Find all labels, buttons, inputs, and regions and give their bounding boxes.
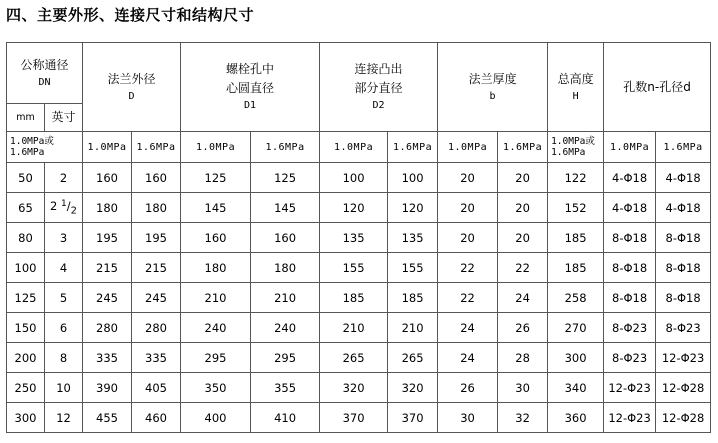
header-flange-od	[83, 43, 181, 132]
cell-inch: 3	[45, 223, 83, 253]
pressure-d1-16: 1.6MPa	[251, 132, 320, 163]
cell-d1-10: 180	[181, 253, 251, 283]
cell-dn: 125	[7, 283, 45, 313]
header-bolt-circle-line1: 螺栓孔中	[226, 62, 275, 76]
inch-numerator: 1	[61, 198, 67, 209]
table-row	[7, 313, 711, 343]
cell-d1-16: 295	[251, 343, 320, 373]
cell-inch: 12	[45, 403, 83, 433]
header-flange-thickness-sym: b	[489, 90, 496, 102]
header-raised-face-line1: 连接凸出	[354, 62, 403, 76]
cell-h: 340	[548, 373, 604, 403]
cell-b-16: 30	[498, 373, 548, 403]
cell-nd-10: 4-Φ18	[604, 163, 656, 193]
cell-d1-16: 210	[251, 283, 320, 313]
cell-h: 185	[548, 223, 604, 253]
pressure-b-16: 1.6MPa	[498, 132, 548, 163]
cell-nd-10: 12-Φ23	[604, 403, 656, 433]
cell-d-16: 160	[132, 163, 181, 193]
header-inch: 英寸	[45, 104, 83, 132]
header-bolt-circle-sym: D1	[244, 100, 257, 111]
header-bolt-circle	[181, 43, 320, 132]
cell-d1-10: 160	[181, 223, 251, 253]
cell-d2-10: 155	[320, 253, 388, 283]
cell-d1-16: 125	[251, 163, 320, 193]
cell-dn: 65	[7, 193, 45, 223]
cell-dn: 250	[7, 373, 45, 403]
header-raised-face	[320, 43, 438, 132]
cell-d-16: 460	[132, 403, 181, 433]
cell-d1-10: 145	[181, 193, 251, 223]
cell-h: 270	[548, 313, 604, 343]
cell-b-16: 20	[498, 163, 548, 193]
table-row	[7, 253, 711, 283]
header-total-height-sym: H	[572, 90, 579, 102]
cell-b-10: 24	[438, 313, 498, 343]
pressure-combo-a: 1.0MPa或	[10, 136, 54, 147]
header-flange-thickness-label: 法兰厚度	[468, 71, 517, 86]
header-flange-od-sym: D	[128, 90, 135, 102]
cell-b-10: 22	[438, 283, 498, 313]
cell-d2-10: 210	[320, 313, 388, 343]
cell-d2-16: 265	[388, 343, 438, 373]
cell-dn: 80	[7, 223, 45, 253]
cell-b-10: 20	[438, 163, 498, 193]
cell-d-16: 335	[132, 343, 181, 373]
table-row	[7, 343, 711, 373]
cell-d2-16: 135	[388, 223, 438, 253]
cell-b-10: 20	[438, 223, 498, 253]
cell-d2-10: 370	[320, 403, 388, 433]
table-row	[7, 403, 711, 433]
cell-d2-10: 265	[320, 343, 388, 373]
cell-d-10: 455	[83, 403, 132, 433]
cell-d2-16: 185	[388, 283, 438, 313]
cell-nd-16: 8-Φ18	[656, 223, 711, 253]
header-dn-sub: DN	[38, 76, 51, 88]
page-title: 四、主要外形、连接尺寸和结构尺寸	[6, 6, 255, 24]
pressure-h-combo-b: 1.6MPa	[551, 147, 586, 158]
inch-denominator: 2	[70, 205, 77, 217]
pressure-combo-b: 1.6MPa	[10, 147, 45, 158]
cell-d-10: 215	[83, 253, 132, 283]
pressure-d-10: 1.0MPa	[83, 132, 132, 163]
pressure-d1-10: 1.0MPa	[181, 132, 251, 163]
cell-dn: 150	[7, 313, 45, 343]
cell-b-16: 22	[498, 253, 548, 283]
header-total-height-label: 总高度	[557, 71, 594, 86]
header-flange-od-label: 法兰外径	[107, 71, 156, 86]
cell-inch: 10	[45, 373, 83, 403]
pressure-d2-10: 1.0MPa	[320, 132, 388, 163]
cell-d1-16: 240	[251, 313, 320, 343]
cell-nd-16: 8-Φ23	[656, 313, 711, 343]
cell-d2-10: 135	[320, 223, 388, 253]
pressure-nd-16: 1.6MPa	[656, 132, 711, 163]
cell-b-10: 24	[438, 343, 498, 373]
cell-h: 360	[548, 403, 604, 433]
cell-d-16: 195	[132, 223, 181, 253]
pressure-d-16: 1.6MPa	[132, 132, 181, 163]
cell-h: 152	[548, 193, 604, 223]
cell-d2-10: 320	[320, 373, 388, 403]
cell-d1-16: 410	[251, 403, 320, 433]
cell-d2-10: 120	[320, 193, 388, 223]
cell-d-10: 245	[83, 283, 132, 313]
cell-b-10: 20	[438, 193, 498, 223]
cell-nd-16: 12-Φ28	[656, 373, 711, 403]
table-row	[7, 223, 711, 253]
cell-h: 258	[548, 283, 604, 313]
cell-inch: 5	[45, 283, 83, 313]
cell-b-16: 28	[498, 343, 548, 373]
pressure-combo	[7, 132, 83, 163]
inch-whole: 2	[50, 198, 58, 213]
cell-nd-10: 8-Φ18	[604, 283, 656, 313]
cell-d-16: 280	[132, 313, 181, 343]
cell-d2-10: 100	[320, 163, 388, 193]
cell-d-16: 180	[132, 193, 181, 223]
cell-d1-16: 355	[251, 373, 320, 403]
cell-nd-10: 12-Φ23	[604, 373, 656, 403]
cell-h: 300	[548, 343, 604, 373]
cell-d1-10: 125	[181, 163, 251, 193]
cell-d2-16: 320	[388, 373, 438, 403]
cell-d-10: 390	[83, 373, 132, 403]
header-raised-face-line2: 部分直径	[354, 81, 403, 95]
cell-h: 122	[548, 163, 604, 193]
cell-nd-16: 4-Φ18	[656, 193, 711, 223]
header-bolt-circle-line2: 心圆直径	[226, 81, 275, 95]
cell-d1-16: 145	[251, 193, 320, 223]
cell-inch: 6	[45, 313, 83, 343]
cell-h: 185	[548, 253, 604, 283]
table-row	[7, 193, 711, 223]
cell-b-10: 30	[438, 403, 498, 433]
cell-nd-16: 4-Φ18	[656, 163, 711, 193]
cell-d1-16: 160	[251, 223, 320, 253]
table-row	[7, 283, 711, 313]
cell-b-10: 26	[438, 373, 498, 403]
cell-b-16: 20	[498, 193, 548, 223]
cell-d2-16: 120	[388, 193, 438, 223]
cell-nd-16: 12-Φ23	[656, 343, 711, 373]
header-dn	[7, 43, 83, 104]
cell-dn: 50	[7, 163, 45, 193]
cell-d1-10: 240	[181, 313, 251, 343]
cell-d2-16: 210	[388, 313, 438, 343]
header-dn-label: 公称通径	[20, 57, 69, 72]
cell-d1-10: 400	[181, 403, 251, 433]
cell-nd-16: 8-Φ18	[656, 283, 711, 313]
cell-d-10: 195	[83, 223, 132, 253]
table-row	[7, 373, 711, 403]
header-mm: mm	[7, 104, 45, 132]
dimensions-table	[6, 42, 711, 433]
pressure-nd-10: 1.0MPa	[604, 132, 656, 163]
cell-nd-10: 8-Φ18	[604, 223, 656, 253]
cell-d2-16: 155	[388, 253, 438, 283]
header-total-height	[548, 43, 604, 132]
header-raised-face-sym: D2	[372, 100, 385, 111]
cell-nd-16: 8-Φ18	[656, 253, 711, 283]
header-holes	[604, 43, 711, 132]
cell-nd-10: 8-Φ23	[604, 313, 656, 343]
cell-d-16: 215	[132, 253, 181, 283]
cell-b-16: 24	[498, 283, 548, 313]
cell-d-10: 335	[83, 343, 132, 373]
cell-dn: 100	[7, 253, 45, 283]
cell-inch-fraction: 2 $^1/_2$	[45, 193, 83, 223]
cell-b-10: 22	[438, 253, 498, 283]
cell-d-10: 180	[83, 193, 132, 223]
cell-d1-16: 180	[251, 253, 320, 283]
cell-nd-10: 4-Φ18	[604, 193, 656, 223]
pressure-d2-16: 1.6MPa	[388, 132, 438, 163]
pressure-b-10: 1.0MPa	[438, 132, 498, 163]
cell-b-16: 32	[498, 403, 548, 433]
cell-inch: 4	[45, 253, 83, 283]
cell-d-16: 405	[132, 373, 181, 403]
cell-d2-16: 370	[388, 403, 438, 433]
cell-d-10: 160	[83, 163, 132, 193]
cell-dn: 300	[7, 403, 45, 433]
cell-d-16: 245	[132, 283, 181, 313]
cell-d2-10: 185	[320, 283, 388, 313]
cell-inch: 8	[45, 343, 83, 373]
header-flange-thickness	[438, 43, 548, 132]
pressure-h-combo-a: 1.0MPa或	[551, 136, 595, 147]
table-row	[7, 163, 711, 193]
cell-nd-10: 8-Φ18	[604, 253, 656, 283]
cell-b-16: 20	[498, 223, 548, 253]
cell-nd-10: 8-Φ23	[604, 343, 656, 373]
cell-b-16: 26	[498, 313, 548, 343]
cell-dn: 200	[7, 343, 45, 373]
cell-inch: 2	[45, 163, 83, 193]
cell-d1-10: 210	[181, 283, 251, 313]
pressure-h-combo	[548, 132, 604, 163]
cell-d-10: 280	[83, 313, 132, 343]
cell-d1-10: 350	[181, 373, 251, 403]
header-holes-label: 孔数n-孔径d	[623, 79, 691, 94]
cell-d1-10: 295	[181, 343, 251, 373]
cell-nd-16: 12-Φ28	[656, 403, 711, 433]
cell-d2-16: 100	[388, 163, 438, 193]
